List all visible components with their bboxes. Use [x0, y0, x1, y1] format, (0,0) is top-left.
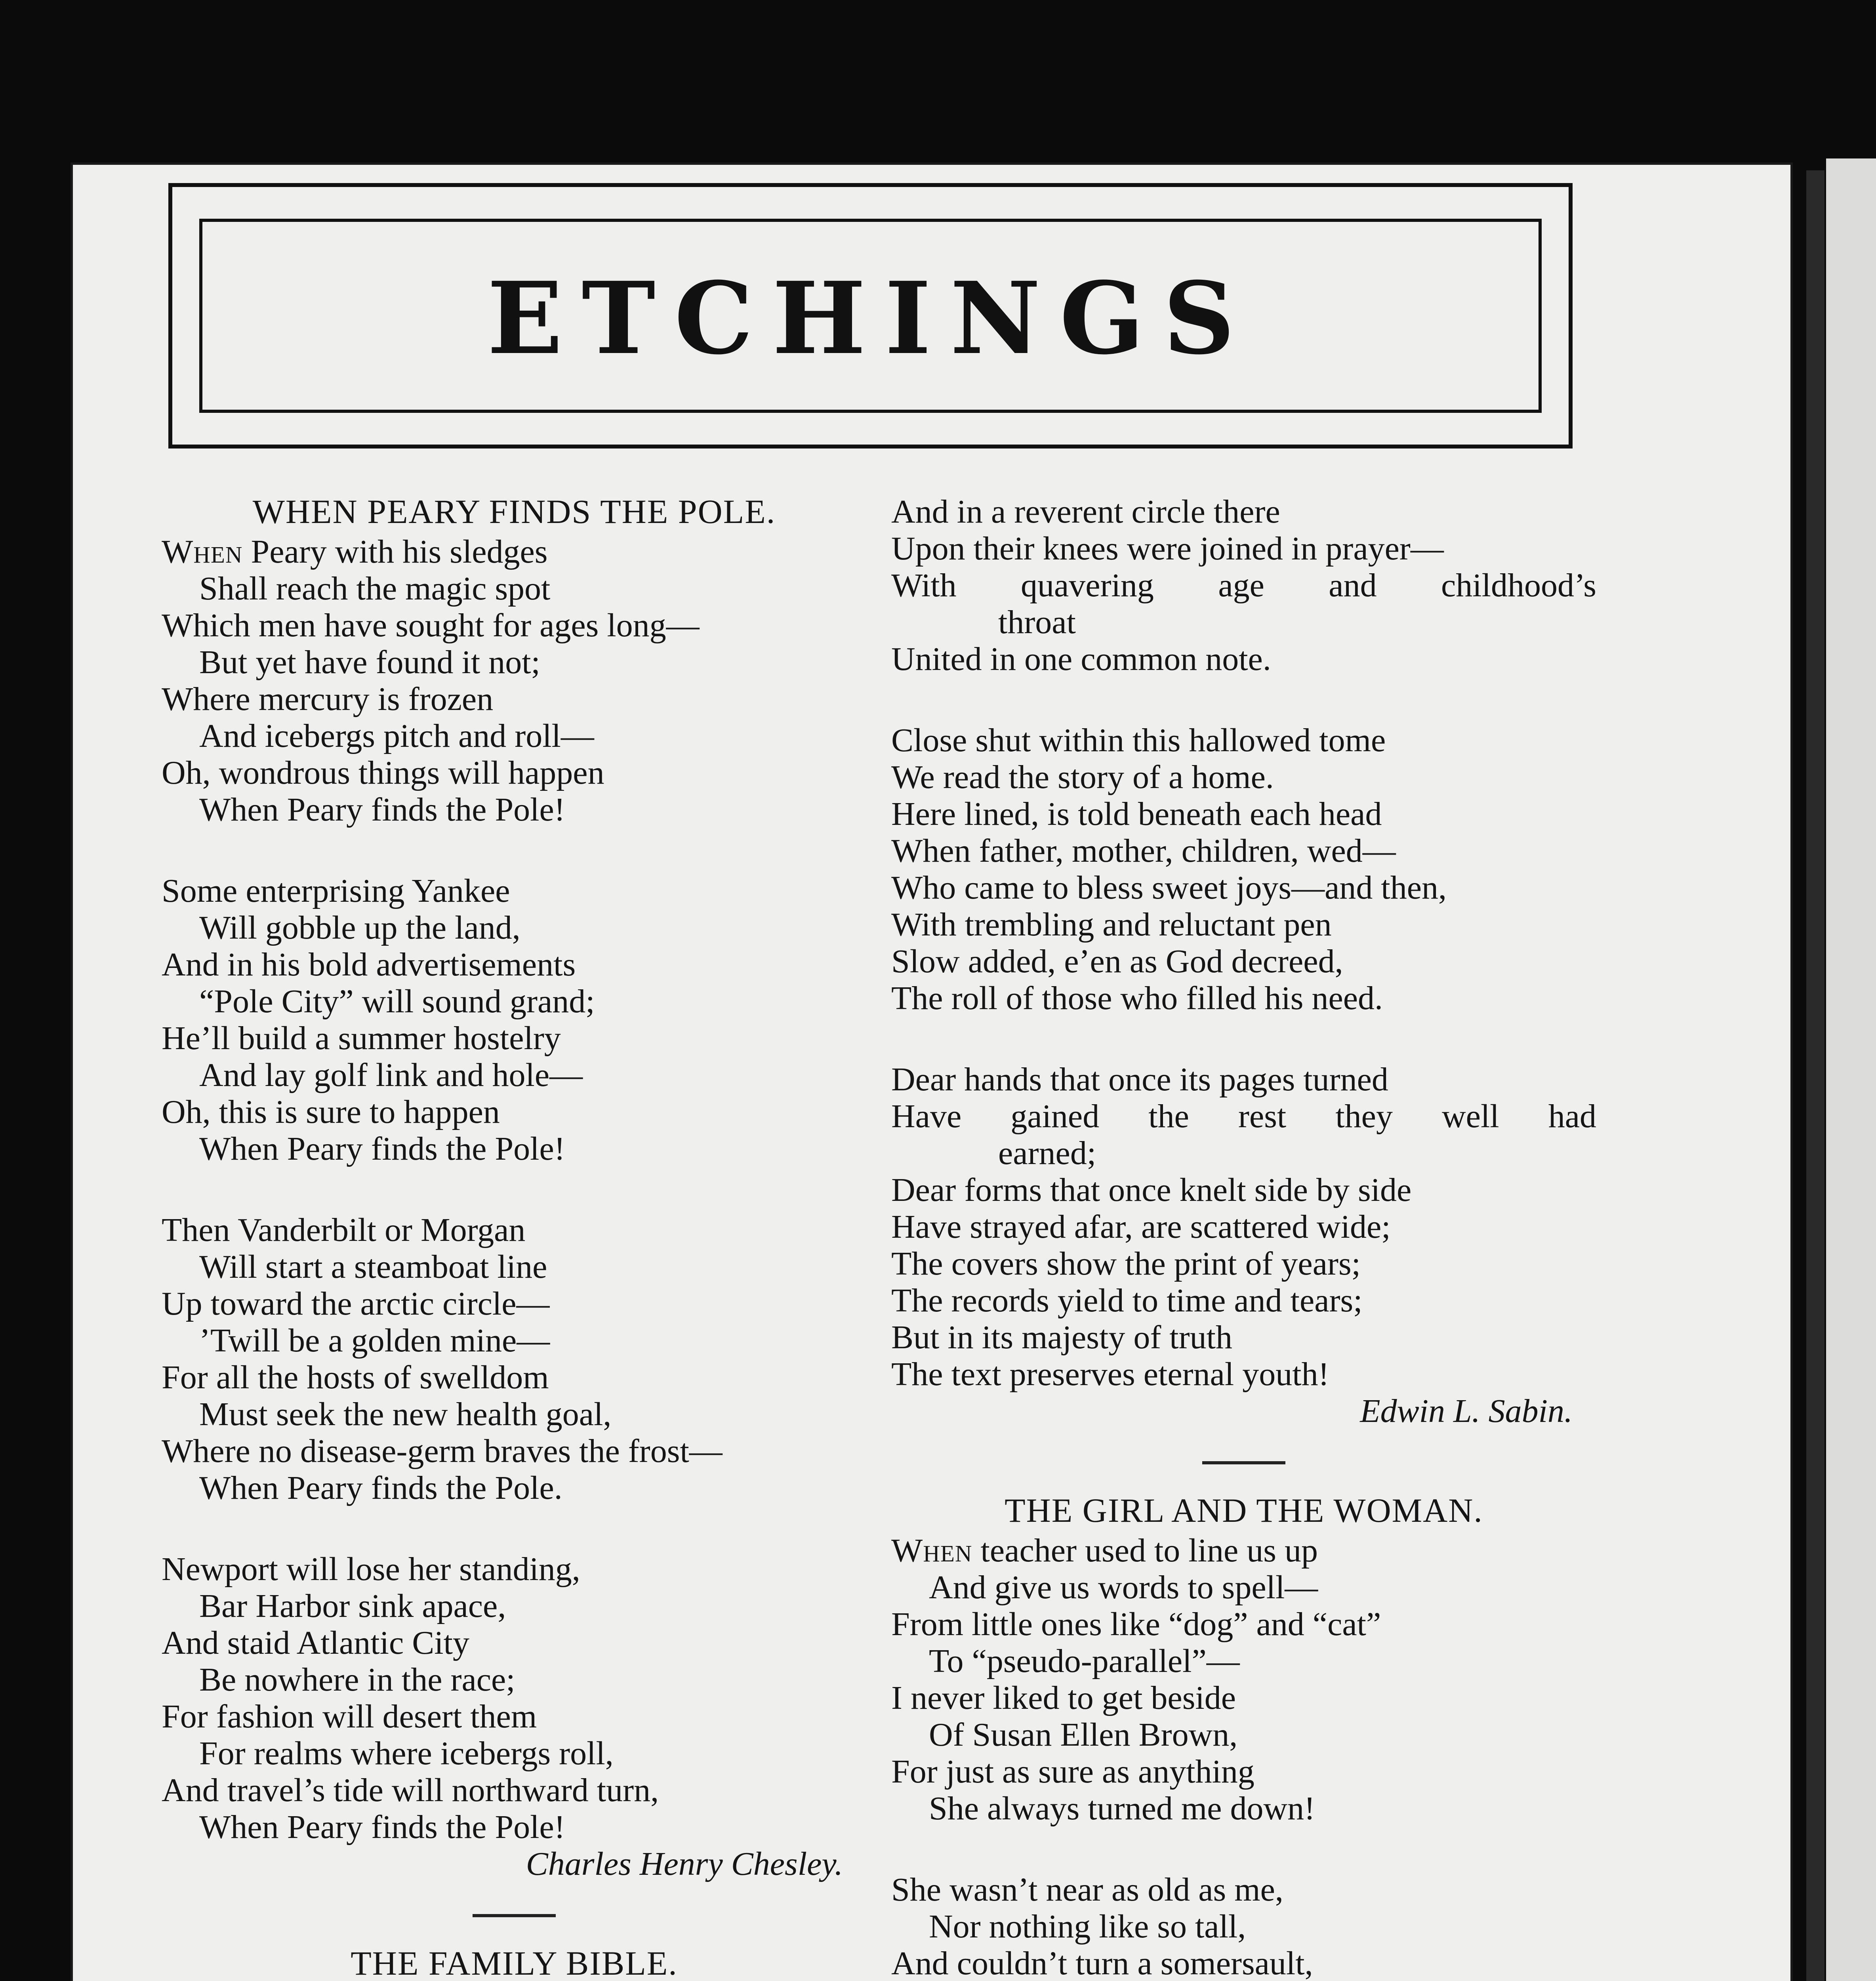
poem-line: Where no disease-germ braves the frost— [162, 1433, 723, 1470]
poem-title: WHEN PEARY FINDS THE POLE. [252, 492, 776, 531]
left-column [162, 493, 867, 1981]
poem-line: The roll of those who filled his need. [891, 980, 1383, 1017]
poem-line: For fashion will desert them [162, 1698, 537, 1735]
poem-line: ’Twill be a golden mine— [199, 1322, 550, 1359]
poem-line: Then Vanderbilt or Morgan [162, 1212, 526, 1248]
stanza [891, 1532, 1596, 1827]
poem-line: For just as sure as anything [891, 1753, 1254, 1790]
poem-line: Newport will lose her standing, [162, 1551, 580, 1588]
poem-line: She wasn’t near as old as me, [891, 1871, 1283, 1908]
poem-line: Be nowhere in the race; [199, 1661, 515, 1698]
poem-line: With trembling and reluctant pen [891, 906, 1332, 943]
poem-line: Close shut within this hallowed tome [891, 722, 1386, 759]
drop-word: When [891, 1532, 972, 1569]
poem-line: And couldn’t turn a somersault, [891, 1945, 1313, 1981]
poem-line: Which men have sought for ages long— [162, 607, 700, 644]
poem-line: When Peary finds the Pole! [199, 1809, 565, 1845]
poem-line: Up toward the arctic circle— [162, 1285, 550, 1322]
poem-author: Charles Henry Chesley. [526, 1845, 843, 1882]
stanza [162, 1551, 867, 1845]
stanza [891, 493, 1596, 678]
poem-line: But yet have found it not; [199, 644, 540, 681]
section-divider [1202, 1461, 1285, 1464]
stanza [162, 1212, 867, 1506]
stanza [891, 1871, 1596, 1981]
stanza [891, 722, 1596, 1017]
page-title: ETCHINGS [487, 260, 1254, 376]
poem-line: From little ones like “dog” and “cat” [891, 1606, 1381, 1643]
poem-line: Here lined, is told beneath each head [891, 796, 1382, 832]
poem-line: To “pseudo-parallel”— [929, 1643, 1240, 1679]
poem-line: Bar Harbor sink apace, [199, 1588, 506, 1624]
poem-line: United in one common note. [891, 641, 1271, 678]
poem-line: When Peary with his sledges [162, 533, 548, 570]
poem-line: Where mercury is frozen [162, 681, 494, 718]
poem-line: And in a reverent circle there [891, 493, 1280, 530]
poem-line: Nor nothing like so tall, [929, 1908, 1246, 1945]
poem-line: Dear hands that once its pages turned [891, 1061, 1388, 1098]
section-divider [473, 1914, 556, 1917]
poem-line: The covers show the print of years; [891, 1245, 1361, 1282]
poem-line: throat [998, 604, 1076, 641]
drop-word: When [162, 533, 243, 570]
header-frame [168, 183, 1573, 448]
poem-line: Upon their knees were joined in prayer— [891, 530, 1444, 567]
poem-line: Will gobble up the land, [199, 909, 520, 946]
poem-line: Some enterprising Yankee [162, 872, 510, 909]
right-column [891, 493, 1596, 1981]
poem-line: And travel’s tide will northward turn, [162, 1772, 659, 1809]
poem-line: When teacher used to line us up [891, 1532, 1318, 1569]
stanza [162, 872, 867, 1167]
poem-line: Who came to bless sweet joys—and then, [891, 869, 1447, 906]
poem-line: Slow added, e’en as God decreed, [891, 943, 1343, 980]
poem-line: She always turned me down! [929, 1790, 1315, 1827]
poem-line: We read the story of a home. [891, 759, 1274, 796]
poem-line: The text preserves eternal youth! [891, 1356, 1329, 1393]
poem-line: The records yield to time and tears; [891, 1282, 1363, 1319]
poem-line: With quavering age and childhood’s [891, 567, 1596, 604]
poem-line: But in its majesty of truth [891, 1319, 1232, 1356]
poem-line: Oh, wondrous things will happen [162, 754, 604, 791]
poem-line: When Peary finds the Pole. [199, 1470, 562, 1506]
poem-line: And icebergs pitch and roll— [199, 718, 594, 754]
poem-line: When father, mother, children, wed— [891, 832, 1396, 869]
poem-line: Shall reach the magic spot [199, 570, 551, 607]
poem-line: Have strayed afar, are scattered wide; [891, 1208, 1391, 1245]
poem-line: And staid Atlantic City [162, 1624, 469, 1661]
poem-line: And lay golf link and hole— [199, 1057, 583, 1094]
poem-line: Must seek the new health goal, [199, 1396, 612, 1433]
poem-line: And give us words to spell— [929, 1569, 1318, 1606]
adjacent-page-strip [1826, 158, 1876, 1981]
page-binding-edge [1806, 170, 1825, 1981]
poem-line: For realms where icebergs roll, [199, 1735, 614, 1772]
poem-line: earned; [998, 1135, 1096, 1172]
poem-line: Dear forms that once knelt side by side [891, 1172, 1412, 1208]
poem-title: THE GIRL AND THE WOMAN. [1005, 1491, 1483, 1529]
poem-line: He’ll build a summer hostelry [162, 1020, 561, 1057]
poem-line: Will start a steamboat line [199, 1248, 547, 1285]
poem-line: When Peary finds the Pole! [199, 791, 565, 828]
poem-line: And in his bold advertisements [162, 946, 576, 983]
poem-line: When Peary finds the Pole! [199, 1130, 565, 1167]
poem-title: THE FAMILY BIBLE. [351, 1944, 678, 1981]
poem-author: Edwin L. Sabin. [1360, 1393, 1573, 1429]
poem-line: I never liked to get beside [891, 1679, 1236, 1716]
poem-line: Oh, this is sure to happen [162, 1094, 500, 1130]
poem-line: Have gained the rest they well had [891, 1098, 1596, 1135]
poem-line: Of Susan Ellen Brown, [929, 1716, 1238, 1753]
header-inner-frame [199, 219, 1542, 413]
poem-line: “Pole City” will sound grand; [199, 983, 595, 1020]
stanza [162, 533, 867, 828]
poem-line: For all the hosts of swelldom [162, 1359, 549, 1396]
stanza [891, 1061, 1596, 1393]
